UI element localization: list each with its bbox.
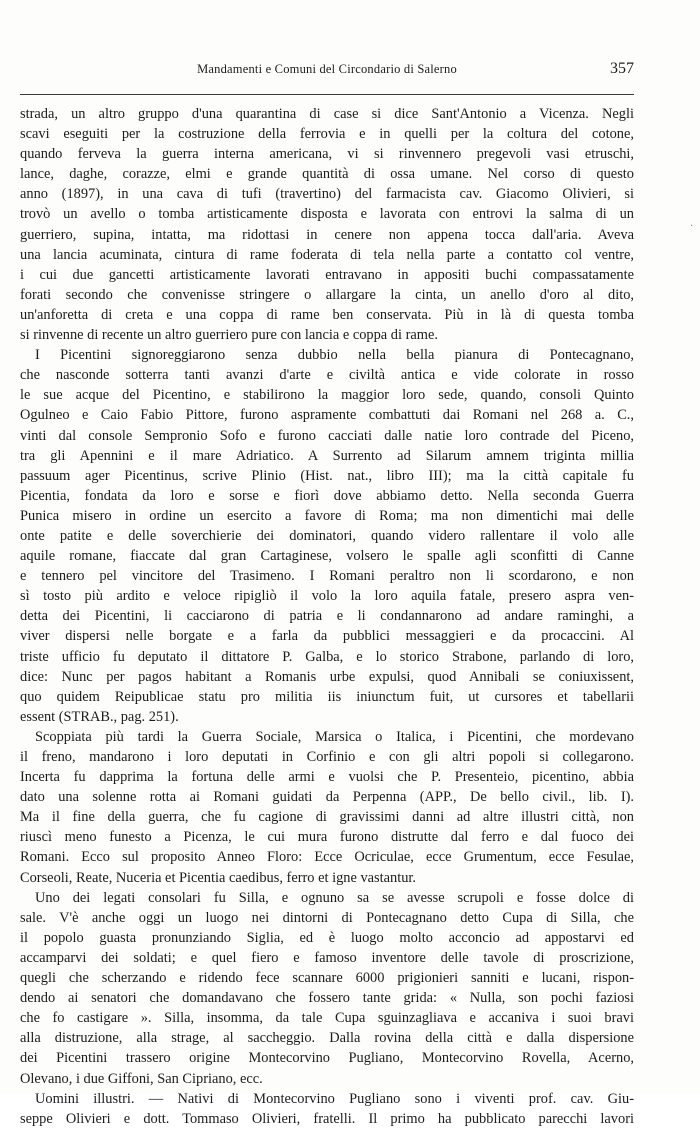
text-line: forati secondo che convenisse stringere o allargare la cinta, un anello d'oro al dito,: [20, 286, 634, 303]
text-line: aquile romane, fiaccate dal gran Cartaginese, volsero le spalle agli sconfitti di Canne: [20, 548, 634, 565]
text-line: Corseoli, Reate, Nuceria et Picentia caedibus, ferro et igne vastantur.: [20, 869, 416, 886]
text-line: quando ferveva la guerra interna americana, vi si rinvennero pregevoli vasi etruschi,: [20, 146, 634, 163]
text-line: lance, daghe, corazze, elmi e grande quantità di ossa umane. Nel corso di questo: [20, 166, 634, 183]
text-line: che fo castigare ». Silla, insomma, da tale Cupa sguinzagliava e accaniva i suoi bravi: [20, 1010, 634, 1027]
text-line: essent (STRAB., pag. 251).: [20, 708, 179, 725]
text-line: dice: Nunc per pagos habitant a Romanis urbe expulsi, quod Annibali se coniuxissent,: [20, 668, 634, 685]
text-line: quegli che scherzando e ridendo fece scannare 6000 prigionieri sanniti e lucani, rispon-: [20, 970, 634, 987]
text-line: scavi eseguiti per la costruzione della ferrovia e in quelli per la coltura del cotone,: [20, 126, 634, 143]
running-title: Mandamenti e Comuni del Circondario di Salerno: [197, 62, 457, 76]
text-line: triste ufficio fu deputato il dittatore P. Galba, e lo storico Strabone, parlando di loro,: [20, 648, 634, 665]
text-line: Ogulneo e Caio Fabio Pittore, furono aspramente combattuti dai Romani nel 268 a. C.,: [20, 407, 634, 424]
text-line: viver dispersi nelle borgate e a farla da pubblici messaggieri e da procaccini. Al: [20, 628, 634, 645]
text-line: un'anforetta di creta e una coppa di rame ben conservata. Più in là di questa tomba: [20, 306, 634, 323]
header-rule: [20, 94, 634, 95]
text-line: dato una solenne rotta ai Romani guidati da Perpenna (APP., De bello civil., lib. I).: [20, 789, 634, 806]
text-line: seppe Olivieri e dott. Tommaso Olivieri, fratelli. Il primo ha pubblicato parecchi lavori: [20, 1110, 634, 1127]
text-line: onte patite e delle soverchierie dei dominatori, quando videro rallentare il volo alle: [20, 527, 634, 544]
text-line: il freno, mandarono i loro deputati in Corfinio e con gli altri popoli si collegarono.: [20, 749, 634, 765]
margin-speck: ·: [690, 221, 694, 232]
text-line: Ma il fine della guerra, che fu cagione di gravissimi danni ad altre illustri città, non: [20, 809, 634, 826]
text-line: alla distruzione, alla strage, al saccheggio. Dalla rovina della città e dalla dispersione: [20, 1030, 634, 1047]
text-line: Uno dei legati consolari fu Silla, e ognuno sa se avesse scrupoli e fosse dolce di: [35, 889, 634, 906]
text-line: i cui due gancetti artisticamente lavorati entravano in appositi buchi compassatamente: [20, 266, 634, 283]
text-line: tra gli Apennini e il mare Adriatico. A Surrento ad Silarum amnem triginta millia: [20, 447, 634, 464]
text-line: sale. V'è anche oggi un luogo nei dintorni di Pontecagnano detto Cupa di Silla, che: [20, 909, 634, 926]
text-line: riuscì meno funesto a Picenza, le cui mura furono distrutte dal ferro e dal fuoco dei: [20, 829, 634, 846]
text-line: Incerta fu dapprima la fortuna delle armi e vuolsi che P. Presenteio, picentino, abbia: [20, 769, 634, 786]
text-line: strada, un altro gruppo d'una quarantina di case si dice Sant'Antonio a Vicenza. Negli: [20, 106, 634, 122]
text-line: una lancia acuminata, cintura di rame foderata di tela nella parte a contatto col ventre,: [20, 246, 634, 263]
text-line: si rinvenne di recente un altro guerriero pure con lancia e coppa di rame.: [20, 327, 438, 344]
text-line: quo quidem Reipublicae statu pro militia iis iniunctum fuit, ut cursores et tabellarii: [20, 688, 634, 705]
text-line: Romani. Ecco sul proposito Anneo Floro: Ecce Ocriculae, ecce Grumentum, ecce Fesulae,: [20, 849, 634, 866]
text-line: sì tosto più ardito e veloce ripigliò il volo la loro aquila fatale, presero aspra ven-: [20, 588, 634, 605]
text-line: e tennero pel vincitore del Trasimeno. I Romani peraltro non li scordarono, e non: [20, 568, 634, 585]
text-line: passuum ager Picentinus, scrive Plinio (Hist. nat., libro III); ma la città capitale fu: [20, 467, 634, 484]
text-line: dei Picentini trassero origine Montecorvino Pugliano, Montecorvino Rovella, Acerno,: [20, 1050, 634, 1067]
text-line: che nasconde sotterra tanti avanzi d'arte e civiltà antica e vide colorate in rosso: [20, 367, 634, 384]
text-line: I Picentini signoreggiarono senza dubbio nella bella pianura di Pontecagnano,: [35, 347, 634, 364]
text-line: trovò un avello o tomba artisticamente disposta e lavorata con entrovi la salma di un: [20, 206, 634, 223]
running-header: [20, 60, 634, 82]
text-line: Uomini illustri. — Nativi di Montecorvino Pugliano sono i viventi prof. cav. Giu-: [35, 1090, 634, 1107]
text-line: vinti dal console Sempronio Sofo e furono cacciati dalle natie loro contrade del Piceno,: [20, 427, 634, 444]
text-line: Scoppiata più tardi la Guerra Sociale, Marsica o Italica, i Picentini, che mordevano: [35, 728, 634, 745]
text-line: guerriero, supina, intatta, ma ridottasi in cenere non appena tocca dall'aria. Aveva: [20, 226, 634, 243]
page-number: 357: [610, 60, 634, 77]
text-line: dendo ai senatori che domandavano che fossero tante grida: « Nulla, son pochi faziosi: [20, 990, 634, 1007]
text-line: Olevano, i due Giffoni, San Cipriano, ecc.: [20, 1070, 263, 1087]
text-line: Picentia, fondata da loro e sorse e fiorì dove abbiamo detto. Nella seconda Guerra: [20, 487, 634, 504]
text-line: le sue acque del Picentino, e stabilirono la maggior loro sede, quando, consoli Quinto: [20, 387, 634, 404]
text-line: il popolo guasta pronunziando Siglia, ed è luogo molto acconcio ad appostarvi ed: [20, 929, 634, 946]
text-line: accamparvi dei soldati; e quel fiero e famoso inventore delle tavole di proscrizione,: [20, 949, 634, 966]
text-line: detta dei Picentini, li cacciarono di patria e li condannarono ad andare raminghi, a: [20, 608, 634, 625]
body-text: [20, 104, 634, 1129]
text-line: anno (1897), in una cava di tufi (travertino) del farmacista cav. Giacomo Olivieri, si: [20, 186, 634, 203]
text-line: Punica misero in ordine un esercito a favore di Roma; ma non dimentichi mai delle: [20, 507, 634, 524]
